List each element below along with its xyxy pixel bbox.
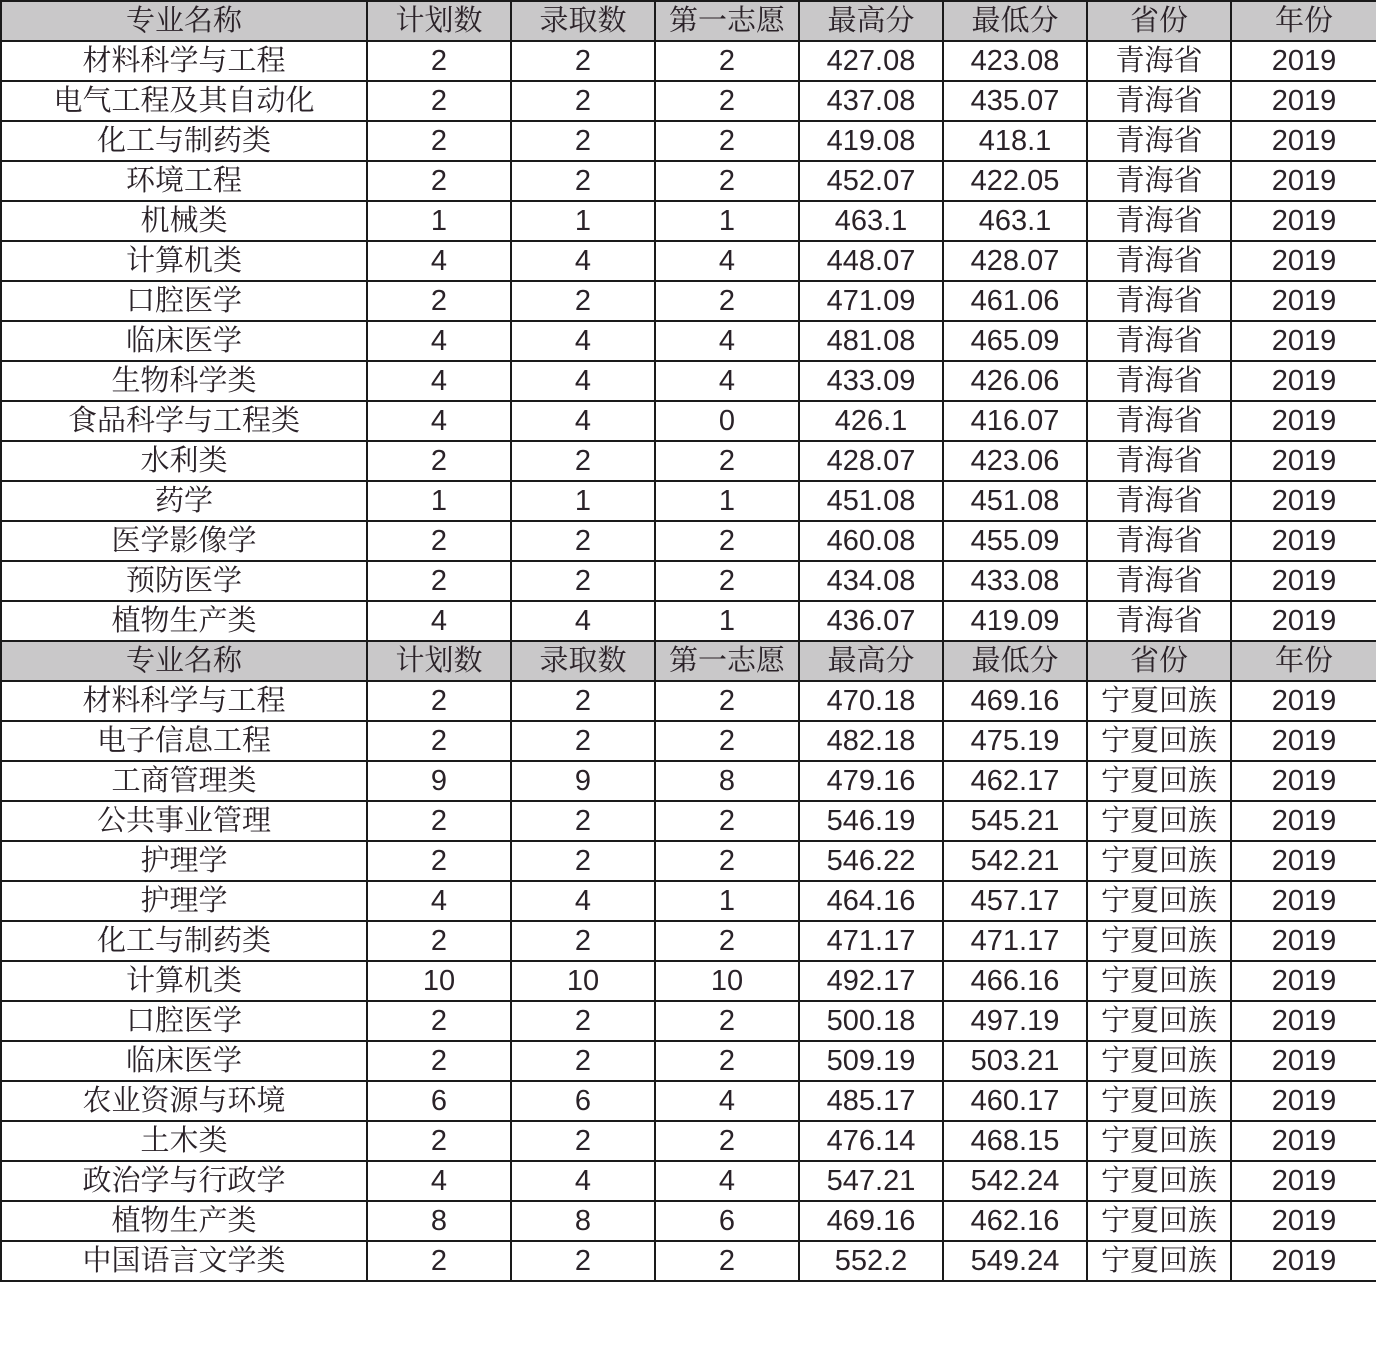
- column-header-year: 年份: [1231, 1, 1376, 41]
- cell-major-name: 化工与制药类: [1, 921, 367, 961]
- cell-min-score: 457.17: [943, 881, 1087, 921]
- cell-plan-count: 2: [367, 1041, 511, 1081]
- cell-admitted-count: 2: [511, 721, 655, 761]
- cell-first-choice: 1: [655, 881, 799, 921]
- cell-year: 2019: [1231, 841, 1376, 881]
- table-row: [1, 321, 1376, 361]
- cell-max-score: 481.08: [799, 321, 943, 361]
- cell-admitted-count: 1: [511, 201, 655, 241]
- cell-admitted-count: 2: [511, 281, 655, 321]
- column-header-plan-count: 计划数: [367, 1, 511, 41]
- cell-year: 2019: [1231, 881, 1376, 921]
- cell-plan-count: 4: [367, 601, 511, 641]
- cell-max-score: 437.08: [799, 81, 943, 121]
- cell-first-choice: 2: [655, 841, 799, 881]
- table-row: [1, 1121, 1376, 1161]
- column-header-year: 年份: [1231, 641, 1376, 681]
- cell-plan-count: 4: [367, 321, 511, 361]
- cell-max-score: 471.17: [799, 921, 943, 961]
- cell-max-score: 451.08: [799, 481, 943, 521]
- cell-first-choice: 4: [655, 1081, 799, 1121]
- cell-province: 宁夏回族: [1087, 1041, 1231, 1081]
- cell-major-name: 公共事业管理: [1, 801, 367, 841]
- cell-plan-count: 2: [367, 801, 511, 841]
- cell-first-choice: 2: [655, 1121, 799, 1161]
- table-row: [1, 801, 1376, 841]
- cell-year: 2019: [1231, 1241, 1376, 1281]
- cell-first-choice: 4: [655, 361, 799, 401]
- cell-province: 宁夏回族: [1087, 881, 1231, 921]
- cell-min-score: 418.1: [943, 121, 1087, 161]
- cell-min-score: 468.15: [943, 1121, 1087, 1161]
- cell-min-score: 475.19: [943, 721, 1087, 761]
- cell-plan-count: 2: [367, 1241, 511, 1281]
- table-row: [1, 521, 1376, 561]
- cell-major-name: 土木类: [1, 1121, 367, 1161]
- cell-province: 青海省: [1087, 321, 1231, 361]
- cell-first-choice: 2: [655, 561, 799, 601]
- cell-first-choice: 2: [655, 121, 799, 161]
- cell-province: 青海省: [1087, 161, 1231, 201]
- cell-year: 2019: [1231, 601, 1376, 641]
- table-row: [1, 601, 1376, 641]
- cell-province: 青海省: [1087, 481, 1231, 521]
- cell-plan-count: 4: [367, 241, 511, 281]
- cell-admitted-count: 10: [511, 961, 655, 1001]
- cell-year: 2019: [1231, 81, 1376, 121]
- table-row: [1, 441, 1376, 481]
- header-row: [1, 641, 1376, 681]
- cell-first-choice: 4: [655, 1161, 799, 1201]
- cell-min-score: 433.08: [943, 561, 1087, 601]
- cell-max-score: 547.21: [799, 1161, 943, 1201]
- cell-first-choice: 1: [655, 481, 799, 521]
- cell-max-score: 552.2: [799, 1241, 943, 1281]
- cell-min-score: 461.06: [943, 281, 1087, 321]
- cell-first-choice: 4: [655, 241, 799, 281]
- cell-min-score: 549.24: [943, 1241, 1087, 1281]
- cell-admitted-count: 2: [511, 801, 655, 841]
- cell-max-score: 469.16: [799, 1201, 943, 1241]
- cell-plan-count: 4: [367, 401, 511, 441]
- cell-province: 青海省: [1087, 241, 1231, 281]
- cell-year: 2019: [1231, 681, 1376, 721]
- cell-admitted-count: 2: [511, 81, 655, 121]
- cell-plan-count: 2: [367, 921, 511, 961]
- cell-year: 2019: [1231, 1201, 1376, 1241]
- cell-min-score: 428.07: [943, 241, 1087, 281]
- cell-first-choice: 2: [655, 521, 799, 561]
- cell-province: 宁夏回族: [1087, 1001, 1231, 1041]
- cell-max-score: 463.1: [799, 201, 943, 241]
- cell-year: 2019: [1231, 481, 1376, 521]
- cell-first-choice: 1: [655, 601, 799, 641]
- column-header-min-score: 最低分: [943, 641, 1087, 681]
- column-header-admitted-count: 录取数: [511, 1, 655, 41]
- header-row: [1, 1, 1376, 41]
- cell-first-choice: 2: [655, 281, 799, 321]
- cell-year: 2019: [1231, 161, 1376, 201]
- table-row: [1, 161, 1376, 201]
- cell-min-score: 423.06: [943, 441, 1087, 481]
- cell-plan-count: 2: [367, 681, 511, 721]
- cell-major-name: 化工与制药类: [1, 121, 367, 161]
- cell-year: 2019: [1231, 1121, 1376, 1161]
- cell-year: 2019: [1231, 561, 1376, 601]
- cell-admitted-count: 2: [511, 841, 655, 881]
- cell-first-choice: 6: [655, 1201, 799, 1241]
- column-header-province: 省份: [1087, 641, 1231, 681]
- cell-admitted-count: 4: [511, 361, 655, 401]
- column-header-min-score: 最低分: [943, 1, 1087, 41]
- cell-plan-count: 2: [367, 441, 511, 481]
- table-row: [1, 561, 1376, 601]
- cell-year: 2019: [1231, 41, 1376, 81]
- cell-major-name: 政治学与行政学: [1, 1161, 367, 1201]
- cell-major-name: 材料科学与工程: [1, 41, 367, 81]
- cell-admitted-count: 1: [511, 481, 655, 521]
- cell-major-name: 生物科学类: [1, 361, 367, 401]
- cell-province: 青海省: [1087, 441, 1231, 481]
- cell-admitted-count: 6: [511, 1081, 655, 1121]
- table-row: [1, 281, 1376, 321]
- cell-province: 青海省: [1087, 41, 1231, 81]
- cell-admitted-count: 2: [511, 521, 655, 561]
- cell-plan-count: 1: [367, 481, 511, 521]
- cell-max-score: 476.14: [799, 1121, 943, 1161]
- cell-admitted-count: 4: [511, 1161, 655, 1201]
- cell-major-name: 食品科学与工程类: [1, 401, 367, 441]
- cell-first-choice: 2: [655, 1041, 799, 1081]
- cell-max-score: 419.08: [799, 121, 943, 161]
- cell-plan-count: 2: [367, 281, 511, 321]
- cell-max-score: 426.1: [799, 401, 943, 441]
- cell-max-score: 436.07: [799, 601, 943, 641]
- column-header-first-choice: 第一志愿: [655, 641, 799, 681]
- cell-plan-count: 1: [367, 201, 511, 241]
- cell-min-score: 462.16: [943, 1201, 1087, 1241]
- cell-min-score: 545.21: [943, 801, 1087, 841]
- cell-admitted-count: 4: [511, 241, 655, 281]
- column-header-plan-count: 计划数: [367, 641, 511, 681]
- cell-province: 宁夏回族: [1087, 1241, 1231, 1281]
- cell-year: 2019: [1231, 1041, 1376, 1081]
- cell-major-name: 护理学: [1, 841, 367, 881]
- cell-major-name: 临床医学: [1, 1041, 367, 1081]
- cell-province: 宁夏回族: [1087, 681, 1231, 721]
- cell-min-score: 542.21: [943, 841, 1087, 881]
- cell-year: 2019: [1231, 961, 1376, 1001]
- column-header-first-choice: 第一志愿: [655, 1, 799, 41]
- cell-max-score: 485.17: [799, 1081, 943, 1121]
- cell-min-score: 455.09: [943, 521, 1087, 561]
- table-row: [1, 1081, 1376, 1121]
- cell-admitted-count: 8: [511, 1201, 655, 1241]
- cell-first-choice: 2: [655, 721, 799, 761]
- table-row: [1, 961, 1376, 1001]
- cell-province: 青海省: [1087, 601, 1231, 641]
- cell-min-score: 471.17: [943, 921, 1087, 961]
- cell-admitted-count: 2: [511, 1241, 655, 1281]
- table-row: [1, 361, 1376, 401]
- cell-min-score: 422.05: [943, 161, 1087, 201]
- cell-province: 青海省: [1087, 201, 1231, 241]
- cell-first-choice: 2: [655, 441, 799, 481]
- cell-admitted-count: 4: [511, 321, 655, 361]
- cell-province: 青海省: [1087, 121, 1231, 161]
- cell-min-score: 466.16: [943, 961, 1087, 1001]
- cell-plan-count: 2: [367, 721, 511, 761]
- cell-max-score: 546.22: [799, 841, 943, 881]
- table-row: [1, 81, 1376, 121]
- cell-max-score: 428.07: [799, 441, 943, 481]
- cell-year: 2019: [1231, 281, 1376, 321]
- cell-year: 2019: [1231, 361, 1376, 401]
- cell-major-name: 电气工程及其自动化: [1, 81, 367, 121]
- cell-year: 2019: [1231, 801, 1376, 841]
- cell-plan-count: 2: [367, 161, 511, 201]
- cell-max-score: 464.16: [799, 881, 943, 921]
- cell-max-score: 546.19: [799, 801, 943, 841]
- cell-province: 宁夏回族: [1087, 921, 1231, 961]
- cell-major-name: 农业资源与环境: [1, 1081, 367, 1121]
- cell-admitted-count: 2: [511, 1001, 655, 1041]
- cell-plan-count: 4: [367, 881, 511, 921]
- cell-admitted-count: 2: [511, 561, 655, 601]
- cell-min-score: 542.24: [943, 1161, 1087, 1201]
- cell-major-name: 电子信息工程: [1, 721, 367, 761]
- cell-province: 青海省: [1087, 361, 1231, 401]
- cell-max-score: 492.17: [799, 961, 943, 1001]
- cell-year: 2019: [1231, 201, 1376, 241]
- cell-first-choice: 10: [655, 961, 799, 1001]
- cell-first-choice: 2: [655, 801, 799, 841]
- cell-first-choice: 2: [655, 681, 799, 721]
- cell-admitted-count: 2: [511, 921, 655, 961]
- table-row: [1, 1001, 1376, 1041]
- cell-first-choice: 0: [655, 401, 799, 441]
- cell-major-name: 计算机类: [1, 241, 367, 281]
- cell-min-score: 419.09: [943, 601, 1087, 641]
- column-header-max-score: 最高分: [799, 1, 943, 41]
- cell-year: 2019: [1231, 441, 1376, 481]
- cell-first-choice: 2: [655, 1001, 799, 1041]
- cell-year: 2019: [1231, 1001, 1376, 1041]
- cell-first-choice: 4: [655, 321, 799, 361]
- cell-province: 宁夏回族: [1087, 1121, 1231, 1161]
- cell-year: 2019: [1231, 241, 1376, 281]
- cell-major-name: 机械类: [1, 201, 367, 241]
- cell-first-choice: 1: [655, 201, 799, 241]
- table-row: [1, 1041, 1376, 1081]
- cell-min-score: 469.16: [943, 681, 1087, 721]
- cell-min-score: 462.17: [943, 761, 1087, 801]
- cell-province: 青海省: [1087, 81, 1231, 121]
- column-header-major-name: 专业名称: [1, 1, 367, 41]
- cell-province: 宁夏回族: [1087, 721, 1231, 761]
- cell-min-score: 451.08: [943, 481, 1087, 521]
- table-row: [1, 401, 1376, 441]
- table-row: [1, 1161, 1376, 1201]
- cell-plan-count: 4: [367, 1161, 511, 1201]
- cell-first-choice: 2: [655, 41, 799, 81]
- table-row: [1, 921, 1376, 961]
- cell-min-score: 463.1: [943, 201, 1087, 241]
- cell-min-score: 460.17: [943, 1081, 1087, 1121]
- cell-first-choice: 2: [655, 1241, 799, 1281]
- cell-province: 宁夏回族: [1087, 961, 1231, 1001]
- cell-admitted-count: 2: [511, 121, 655, 161]
- cell-admitted-count: 2: [511, 41, 655, 81]
- cell-province: 青海省: [1087, 281, 1231, 321]
- cell-max-score: 448.07: [799, 241, 943, 281]
- cell-major-name: 药学: [1, 481, 367, 521]
- cell-major-name: 口腔医学: [1, 281, 367, 321]
- cell-major-name: 预防医学: [1, 561, 367, 601]
- table-row: [1, 41, 1376, 81]
- cell-admitted-count: 9: [511, 761, 655, 801]
- cell-plan-count: 2: [367, 521, 511, 561]
- cell-province: 青海省: [1087, 561, 1231, 601]
- cell-first-choice: 2: [655, 81, 799, 121]
- cell-max-score: 482.18: [799, 721, 943, 761]
- cell-max-score: 500.18: [799, 1001, 943, 1041]
- cell-plan-count: 9: [367, 761, 511, 801]
- cell-first-choice: 8: [655, 761, 799, 801]
- cell-max-score: 509.19: [799, 1041, 943, 1081]
- cell-min-score: 503.21: [943, 1041, 1087, 1081]
- cell-major-name: 工商管理类: [1, 761, 367, 801]
- cell-province: 青海省: [1087, 401, 1231, 441]
- cell-province: 宁夏回族: [1087, 761, 1231, 801]
- column-header-admitted-count: 录取数: [511, 641, 655, 681]
- cell-year: 2019: [1231, 321, 1376, 361]
- cell-year: 2019: [1231, 721, 1376, 761]
- cell-province: 宁夏回族: [1087, 801, 1231, 841]
- cell-admitted-count: 4: [511, 401, 655, 441]
- cell-plan-count: 2: [367, 41, 511, 81]
- cell-plan-count: 6: [367, 1081, 511, 1121]
- cell-max-score: 434.08: [799, 561, 943, 601]
- table-row: [1, 761, 1376, 801]
- cell-year: 2019: [1231, 401, 1376, 441]
- table-row: [1, 1201, 1376, 1241]
- cell-major-name: 计算机类: [1, 961, 367, 1001]
- cell-year: 2019: [1231, 521, 1376, 561]
- cell-admitted-count: 2: [511, 681, 655, 721]
- cell-admitted-count: 4: [511, 881, 655, 921]
- cell-max-score: 479.16: [799, 761, 943, 801]
- cell-max-score: 433.09: [799, 361, 943, 401]
- cell-major-name: 医学影像学: [1, 521, 367, 561]
- table-row: [1, 681, 1376, 721]
- cell-admitted-count: 4: [511, 601, 655, 641]
- cell-province: 宁夏回族: [1087, 1161, 1231, 1201]
- cell-admitted-count: 2: [511, 1041, 655, 1081]
- cell-admitted-count: 2: [511, 1121, 655, 1161]
- table-row: [1, 881, 1376, 921]
- cell-plan-count: 4: [367, 361, 511, 401]
- cell-min-score: 435.07: [943, 81, 1087, 121]
- table-row: [1, 241, 1376, 281]
- cell-major-name: 中国语言文学类: [1, 1241, 367, 1281]
- cell-major-name: 植物生产类: [1, 601, 367, 641]
- cell-plan-count: 8: [367, 1201, 511, 1241]
- cell-plan-count: 10: [367, 961, 511, 1001]
- cell-max-score: 460.08: [799, 521, 943, 561]
- cell-year: 2019: [1231, 1161, 1376, 1201]
- column-header-major-name: 专业名称: [1, 641, 367, 681]
- cell-province: 宁夏回族: [1087, 1201, 1231, 1241]
- cell-plan-count: 2: [367, 81, 511, 121]
- cell-province: 青海省: [1087, 521, 1231, 561]
- table-row: [1, 721, 1376, 761]
- cell-first-choice: 2: [655, 921, 799, 961]
- cell-max-score: 427.08: [799, 41, 943, 81]
- cell-plan-count: 2: [367, 121, 511, 161]
- cell-first-choice: 2: [655, 161, 799, 201]
- cell-year: 2019: [1231, 921, 1376, 961]
- cell-plan-count: 2: [367, 561, 511, 601]
- cell-plan-count: 2: [367, 841, 511, 881]
- cell-major-name: 环境工程: [1, 161, 367, 201]
- table-row: [1, 121, 1376, 161]
- table-row: [1, 1241, 1376, 1281]
- table-row: [1, 481, 1376, 521]
- table-row: [1, 841, 1376, 881]
- cell-min-score: 423.08: [943, 41, 1087, 81]
- cell-admitted-count: 2: [511, 441, 655, 481]
- cell-year: 2019: [1231, 1081, 1376, 1121]
- cell-min-score: 416.07: [943, 401, 1087, 441]
- cell-max-score: 470.18: [799, 681, 943, 721]
- cell-plan-count: 2: [367, 1121, 511, 1161]
- cell-major-name: 植物生产类: [1, 1201, 367, 1241]
- cell-major-name: 护理学: [1, 881, 367, 921]
- cell-province: 宁夏回族: [1087, 1081, 1231, 1121]
- cell-year: 2019: [1231, 761, 1376, 801]
- cell-year: 2019: [1231, 121, 1376, 161]
- cell-max-score: 452.07: [799, 161, 943, 201]
- cell-province: 宁夏回族: [1087, 841, 1231, 881]
- column-header-province: 省份: [1087, 1, 1231, 41]
- cell-major-name: 材料科学与工程: [1, 681, 367, 721]
- cell-min-score: 497.19: [943, 1001, 1087, 1041]
- cell-admitted-count: 2: [511, 161, 655, 201]
- cell-major-name: 口腔医学: [1, 1001, 367, 1041]
- column-header-max-score: 最高分: [799, 641, 943, 681]
- cell-plan-count: 2: [367, 1001, 511, 1041]
- cell-min-score: 465.09: [943, 321, 1087, 361]
- table-row: [1, 201, 1376, 241]
- cell-major-name: 临床医学: [1, 321, 367, 361]
- cell-major-name: 水利类: [1, 441, 367, 481]
- cell-max-score: 471.09: [799, 281, 943, 321]
- cell-min-score: 426.06: [943, 361, 1087, 401]
